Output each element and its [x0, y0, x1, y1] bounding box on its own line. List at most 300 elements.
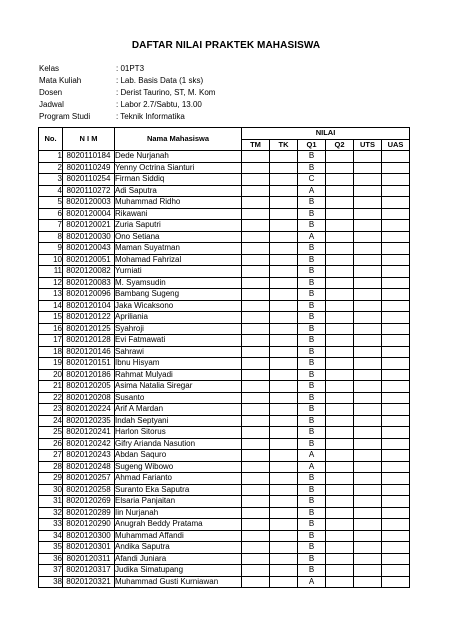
row-tk	[270, 220, 298, 232]
row-q2	[326, 208, 354, 220]
row-nim: 8020120300	[63, 530, 115, 542]
row-name: M. Syamsudin	[115, 277, 242, 289]
row-uas	[382, 530, 410, 542]
row-q2	[326, 289, 354, 301]
info-value: : Labor 2.7/Sabtu, 13.00	[116, 100, 202, 109]
row-nim: 8020120004	[63, 208, 115, 220]
row-no: 13	[39, 289, 63, 301]
row-tm	[242, 519, 270, 531]
row-tm	[242, 427, 270, 439]
row-nim: 8020120021	[63, 220, 115, 232]
row-name: Arif A Mardan	[115, 404, 242, 416]
row-tm	[242, 162, 270, 174]
row-q2	[326, 404, 354, 416]
row-name: Apriliania	[115, 312, 242, 324]
row-nim: 8020120096	[63, 289, 115, 301]
table-row	[39, 220, 410, 232]
row-q2	[326, 484, 354, 496]
row-no: 3	[39, 174, 63, 186]
table-row	[39, 576, 410, 588]
row-no: 9	[39, 243, 63, 255]
table-row	[39, 369, 410, 381]
row-q2	[326, 369, 354, 381]
row-uas	[382, 162, 410, 174]
row-tk	[270, 530, 298, 542]
row-q2	[326, 519, 354, 531]
row-nim: 8020120248	[63, 461, 115, 473]
row-q2	[326, 450, 354, 462]
row-nim: 8020120082	[63, 266, 115, 278]
row-uas	[382, 496, 410, 508]
table-row	[39, 300, 410, 312]
row-tk	[270, 197, 298, 209]
row-q2	[326, 542, 354, 554]
row-nim: 8020120321	[63, 576, 115, 588]
table-row	[39, 392, 410, 404]
row-no: 7	[39, 220, 63, 232]
row-tk	[270, 461, 298, 473]
row-tm	[242, 484, 270, 496]
row-tm	[242, 266, 270, 278]
row-no: 26	[39, 438, 63, 450]
table-row	[39, 254, 410, 266]
row-nim: 8020120290	[63, 519, 115, 531]
row-q1: B	[298, 404, 326, 416]
row-q2	[326, 323, 354, 335]
row-no: 18	[39, 346, 63, 358]
row-q1: B	[298, 197, 326, 209]
table-row	[39, 565, 410, 577]
row-uas	[382, 151, 410, 163]
row-tk	[270, 323, 298, 335]
row-tk	[270, 507, 298, 519]
row-no: 19	[39, 358, 63, 370]
row-tk	[270, 496, 298, 508]
row-nim: 8020120083	[63, 277, 115, 289]
row-uas	[382, 565, 410, 577]
row-name: Gifry Arianda Nasution	[115, 438, 242, 450]
row-no: 10	[39, 254, 63, 266]
row-uas	[382, 358, 410, 370]
row-no: 33	[39, 519, 63, 531]
row-tk	[270, 553, 298, 565]
row-nim: 8020120151	[63, 358, 115, 370]
table-row	[39, 415, 410, 427]
row-no: 36	[39, 553, 63, 565]
row-uts	[354, 151, 382, 163]
row-uas	[382, 254, 410, 266]
row-uas	[382, 404, 410, 416]
header-tk: TK	[270, 139, 298, 151]
table-row	[39, 553, 410, 565]
info-value: : 01PT3	[116, 64, 145, 73]
row-q1: B	[298, 220, 326, 232]
row-q2	[326, 231, 354, 243]
row-uts	[354, 427, 382, 439]
row-tk	[270, 484, 298, 496]
row-uas	[382, 185, 410, 197]
row-q1: A	[298, 461, 326, 473]
row-name: Muhammad Gusti Kurniawan	[115, 576, 242, 588]
row-no: 1	[39, 151, 63, 163]
row-name: Andika Saputra	[115, 542, 242, 554]
row-q1: A	[298, 231, 326, 243]
row-uts	[354, 565, 382, 577]
row-name: Asima Natalia Siregar	[115, 381, 242, 393]
table-row	[39, 185, 410, 197]
row-no: 12	[39, 277, 63, 289]
row-tk	[270, 381, 298, 393]
row-q1: B	[298, 300, 326, 312]
row-uts	[354, 174, 382, 186]
table-row	[39, 231, 410, 243]
row-uts	[354, 438, 382, 450]
row-no: 8	[39, 231, 63, 243]
row-uas	[382, 519, 410, 531]
row-tm	[242, 312, 270, 324]
table-row	[39, 323, 410, 335]
row-uts	[354, 208, 382, 220]
row-uas	[382, 243, 410, 255]
row-uts	[354, 220, 382, 232]
header-nim: N I M	[63, 128, 115, 151]
row-tm	[242, 369, 270, 381]
row-q1: B	[298, 473, 326, 485]
row-q1: B	[298, 335, 326, 347]
row-q1: B	[298, 438, 326, 450]
table-row	[39, 381, 410, 393]
row-tm	[242, 450, 270, 462]
row-no: 29	[39, 473, 63, 485]
row-tk	[270, 254, 298, 266]
table-row	[39, 312, 410, 324]
table-row	[39, 208, 410, 220]
row-no: 16	[39, 323, 63, 335]
row-tm	[242, 473, 270, 485]
row-tk	[270, 415, 298, 427]
row-uts	[354, 507, 382, 519]
row-nim: 8020120128	[63, 335, 115, 347]
row-no: 25	[39, 427, 63, 439]
table-row	[39, 496, 410, 508]
row-name: Mohamad Fahrizal	[115, 254, 242, 266]
row-name: Jaka Wicaksono	[115, 300, 242, 312]
table-row	[39, 530, 410, 542]
row-nim: 8020120146	[63, 346, 115, 358]
row-uts	[354, 461, 382, 473]
row-nim: 8020120258	[63, 484, 115, 496]
row-q2	[326, 576, 354, 588]
row-tm	[242, 185, 270, 197]
row-uas	[382, 507, 410, 519]
row-uts	[354, 450, 382, 462]
row-uts	[354, 300, 382, 312]
row-name: Indah Septyani	[115, 415, 242, 427]
row-nim: 8020110249	[63, 162, 115, 174]
row-tk	[270, 358, 298, 370]
row-q1: B	[298, 277, 326, 289]
row-uas	[382, 289, 410, 301]
row-uts	[354, 254, 382, 266]
row-nim: 8020120104	[63, 300, 115, 312]
row-tk	[270, 473, 298, 485]
header-q1: Q1	[298, 139, 326, 151]
row-tm	[242, 277, 270, 289]
row-no: 34	[39, 530, 63, 542]
row-name: Harlon Sitorus	[115, 427, 242, 439]
row-name: Muhammad Ridho	[115, 197, 242, 209]
row-uts	[354, 381, 382, 393]
row-uts	[354, 231, 382, 243]
header-uas: UAS	[382, 139, 410, 151]
row-name: Yurniati	[115, 266, 242, 278]
row-nim: 8020120242	[63, 438, 115, 450]
row-uts	[354, 289, 382, 301]
row-tk	[270, 369, 298, 381]
row-nim: 8020110254	[63, 174, 115, 186]
row-tk	[270, 231, 298, 243]
row-q1: B	[298, 519, 326, 531]
info-label: Program Studi	[39, 112, 91, 121]
row-tm	[242, 208, 270, 220]
row-q1: B	[298, 346, 326, 358]
row-tm	[242, 174, 270, 186]
row-tk	[270, 266, 298, 278]
row-uts	[354, 484, 382, 496]
row-nim: 8020120043	[63, 243, 115, 255]
row-uas	[382, 323, 410, 335]
row-tk	[270, 519, 298, 531]
row-tk	[270, 277, 298, 289]
row-tm	[242, 358, 270, 370]
header-nilai: NILAI	[242, 128, 410, 140]
table-row	[39, 507, 410, 519]
row-nim: 8020120289	[63, 507, 115, 519]
info-label: Mata Kuliah	[39, 76, 82, 85]
row-uas	[382, 220, 410, 232]
row-uas	[382, 392, 410, 404]
row-uas	[382, 266, 410, 278]
row-tk	[270, 565, 298, 577]
row-uas	[382, 369, 410, 381]
row-tm	[242, 220, 270, 232]
row-q1: B	[298, 358, 326, 370]
row-tm	[242, 542, 270, 554]
row-uas	[382, 312, 410, 324]
row-q1: B	[298, 507, 326, 519]
row-nim: 8020120205	[63, 381, 115, 393]
row-uts	[354, 404, 382, 416]
row-tm	[242, 335, 270, 347]
row-name: Abdan Saquro	[115, 450, 242, 462]
row-tm	[242, 197, 270, 209]
row-tm	[242, 323, 270, 335]
row-tm	[242, 576, 270, 588]
row-tm	[242, 404, 270, 416]
row-q2	[326, 473, 354, 485]
row-q2	[326, 185, 354, 197]
row-uts	[354, 266, 382, 278]
row-q1: B	[298, 427, 326, 439]
row-q2	[326, 553, 354, 565]
row-name: Suranto Eka Saputra	[115, 484, 242, 496]
row-no: 21	[39, 381, 63, 393]
info-row-dosen	[39, 87, 215, 99]
row-uas	[382, 450, 410, 462]
course-info	[39, 63, 215, 123]
row-name: Iin Nurjanah	[115, 507, 242, 519]
row-q2	[326, 254, 354, 266]
row-name: Maman Suyatman	[115, 243, 242, 255]
row-tm	[242, 231, 270, 243]
row-q1: B	[298, 323, 326, 335]
row-uts	[354, 542, 382, 554]
row-q2	[326, 438, 354, 450]
row-no: 6	[39, 208, 63, 220]
row-uas	[382, 197, 410, 209]
row-uts	[354, 312, 382, 324]
row-q1: B	[298, 415, 326, 427]
row-q2	[326, 277, 354, 289]
row-uas	[382, 335, 410, 347]
row-tm	[242, 415, 270, 427]
row-no: 23	[39, 404, 63, 416]
row-q1: A	[298, 576, 326, 588]
row-q2	[326, 461, 354, 473]
row-q1: B	[298, 151, 326, 163]
row-tk	[270, 151, 298, 163]
row-tm	[242, 151, 270, 163]
row-tm	[242, 289, 270, 301]
row-nim: 8020120030	[63, 231, 115, 243]
table-row	[39, 450, 410, 462]
row-uts	[354, 576, 382, 588]
row-q2	[326, 530, 354, 542]
row-uts	[354, 335, 382, 347]
row-uts	[354, 415, 382, 427]
row-tk	[270, 542, 298, 554]
row-q2	[326, 243, 354, 255]
row-nim: 8020120122	[63, 312, 115, 324]
table-row	[39, 289, 410, 301]
info-value: : Lab. Basis Data (1 sks)	[116, 76, 204, 85]
row-nim: 8020120311	[63, 553, 115, 565]
row-uts	[354, 358, 382, 370]
row-nim: 8020120235	[63, 415, 115, 427]
row-nim: 8020120003	[63, 197, 115, 209]
row-q1: B	[298, 496, 326, 508]
table-row	[39, 542, 410, 554]
row-name: Zuria Saputri	[115, 220, 242, 232]
row-name: Bambang Sugeng	[115, 289, 242, 301]
row-q1: A	[298, 450, 326, 462]
row-uas	[382, 346, 410, 358]
row-q2	[326, 312, 354, 324]
row-no: 35	[39, 542, 63, 554]
row-name: Rahmat Mulyadi	[115, 369, 242, 381]
row-uas	[382, 174, 410, 186]
row-q2	[326, 335, 354, 347]
row-name: Anugrah Beddy Pratama	[115, 519, 242, 531]
row-uts	[354, 496, 382, 508]
row-q1: B	[298, 162, 326, 174]
row-uas	[382, 415, 410, 427]
header-name: Nama Mahasiswa	[115, 128, 242, 151]
row-q1: B	[298, 530, 326, 542]
row-name: Afandi Juniara	[115, 553, 242, 565]
row-q2	[326, 427, 354, 439]
row-nim: 8020120224	[63, 404, 115, 416]
row-name: Sugeng Wibowo	[115, 461, 242, 473]
row-uts	[354, 346, 382, 358]
table-row	[39, 197, 410, 209]
row-nim: 8020120269	[63, 496, 115, 508]
row-uas	[382, 576, 410, 588]
row-q2	[326, 346, 354, 358]
table-row	[39, 277, 410, 289]
row-nim: 8020120317	[63, 565, 115, 577]
table-body	[39, 151, 410, 588]
table-row	[39, 484, 410, 496]
table-row	[39, 151, 410, 163]
info-row-program-studi	[39, 111, 215, 123]
header-no: No.	[39, 128, 63, 151]
row-tk	[270, 427, 298, 439]
row-no: 28	[39, 461, 63, 473]
table-row	[39, 519, 410, 531]
row-tk	[270, 312, 298, 324]
row-no: 2	[39, 162, 63, 174]
row-uts	[354, 530, 382, 542]
row-q1: B	[298, 381, 326, 393]
row-q2	[326, 300, 354, 312]
row-q2	[326, 220, 354, 232]
row-q2	[326, 496, 354, 508]
row-name: Syahroji	[115, 323, 242, 335]
row-name: Susanto	[115, 392, 242, 404]
row-no: 24	[39, 415, 63, 427]
row-q2	[326, 565, 354, 577]
row-uas	[382, 461, 410, 473]
row-tm	[242, 565, 270, 577]
row-no: 32	[39, 507, 63, 519]
info-row-jadwal	[39, 99, 215, 111]
row-nim: 8020120257	[63, 473, 115, 485]
row-no: 27	[39, 450, 63, 462]
row-q1: B	[298, 565, 326, 577]
row-uas	[382, 542, 410, 554]
row-uts	[354, 519, 382, 531]
row-q2	[326, 197, 354, 209]
row-tm	[242, 243, 270, 255]
row-tk	[270, 300, 298, 312]
row-uas	[382, 300, 410, 312]
row-no: 30	[39, 484, 63, 496]
info-label: Jadwal	[39, 100, 64, 109]
row-uas	[382, 427, 410, 439]
row-no: 17	[39, 335, 63, 347]
table-row	[39, 461, 410, 473]
row-tm	[242, 381, 270, 393]
row-tk	[270, 243, 298, 255]
row-tm	[242, 496, 270, 508]
row-tk	[270, 185, 298, 197]
table-row	[39, 174, 410, 186]
row-q1: B	[298, 542, 326, 554]
row-uts	[354, 185, 382, 197]
table-row	[39, 266, 410, 278]
row-tk	[270, 289, 298, 301]
